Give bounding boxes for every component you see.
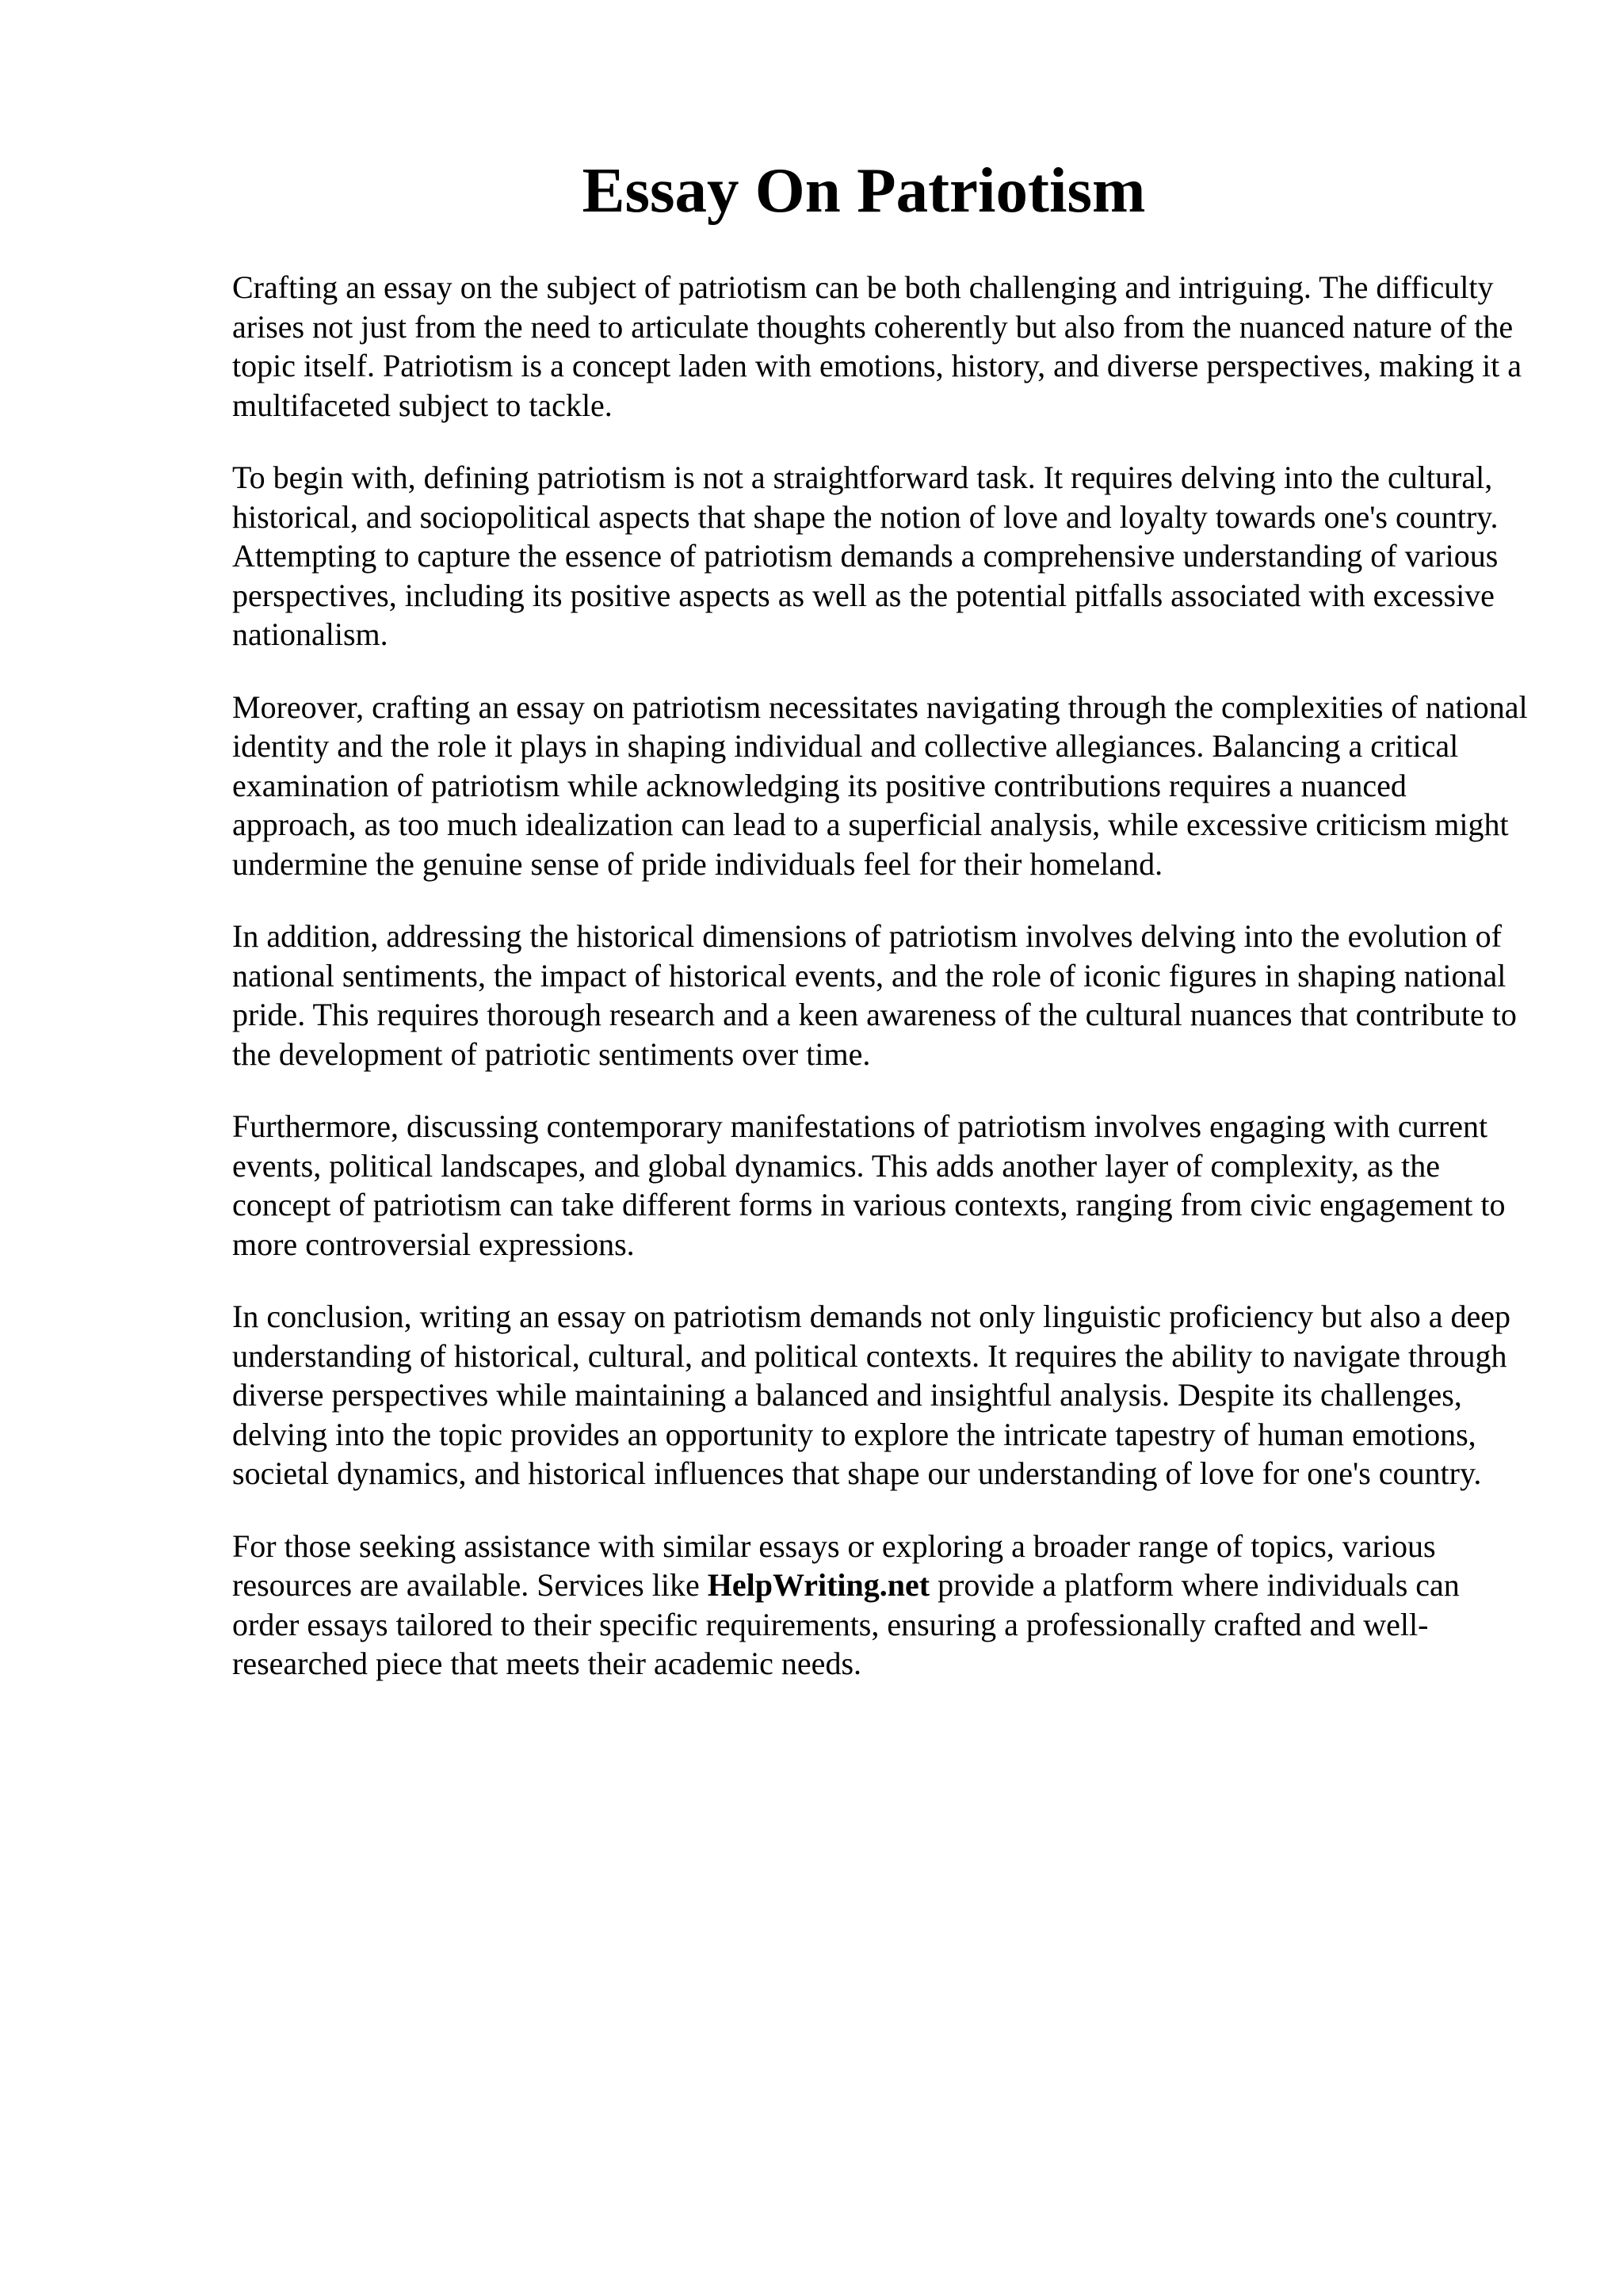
paragraph-closing [232, 1527, 1532, 1684]
closing-text-before: For those seeking assistance with similar essays or exploring a broader range of topics, various resources are available. Services like [232, 1527, 1436, 1603]
paragraph-defining: To begin with, defining patriotism is not a straightforward task. It requires delving into the cultural, historical, and sociopolitical aspects that shape the notion of love and loyalty towards one's country. Attempting to capture the essence of patriotism demands a comprehensive understanding of various perspectives, including its positive aspects as well as the potential pitfalls associated with excessive nationalism. [232, 460, 1499, 652]
essay-body [232, 268, 1532, 1717]
paragraph-moreover: Moreover, crafting an essay on patriotism necessitates navigating through the complexities of national identity and the role it plays in shaping individual and collective allegiances. Balancing a critical examination of patriotism while acknowledging its positive contributions requires a nuanced approach, as too much idealization can lead to a superficial analysis, while excessive criticism might undermine the genuine sense of pride individuals feel for their homeland. [232, 688, 1528, 882]
helpwriting-link[interactable]: HelpWriting.net [707, 1567, 930, 1603]
paragraph-conclusion: In conclusion, writing an essay on patriotism demands not only linguistic proficiency but also a deep understanding of historical, cultural, and political contexts. It requires the ability to navigate through diverse perspectives while maintaining a balanced and insightful analysis. Despite its challenges, delving into the topic provides an opportunity to explore the intricate tapestry of human emotions, societal dynamics, and historical influences that shape our understanding of love for one's country. [232, 1299, 1511, 1491]
paragraph-intro: Crafting an essay on the subject of patriotism can be both challenging and intriguing. The difficulty arises not just from the need to articulate thoughts coherently but also from the nuanced nature of the topic itself. Patriotism is a concept laden with emotions, history, and diverse perspectives, making it a multifaceted subject to tackle. [232, 269, 1522, 423]
closing-text-after: provide a platform where individuals can order essays tailored to their specific requirements, ensuring a professionally crafted and well-researched piece that meets their academic needs. [232, 1567, 1460, 1681]
paragraph-historical: In addition, addressing the historical dimensions of patriotism involves delving into the evolution of national sentiments, the impact of historical events, and the role of iconic figures in shaping national pride. This requires thorough research and a keen awareness of the cultural nuances that contribute to the development of patriotic sentiments over time. [232, 918, 1517, 1072]
paragraph-contemporary: Furthermore, discussing contemporary manifestations of patriotism involves engaging with current events, political landscapes, and global dynamics. This adds another layer of complexity, as the concept of patriotism can take different forms in various contexts, ranging from civic engagement to more controversial expressions. [232, 1108, 1506, 1262]
page-title: Essay On Patriotism [582, 154, 1146, 226]
